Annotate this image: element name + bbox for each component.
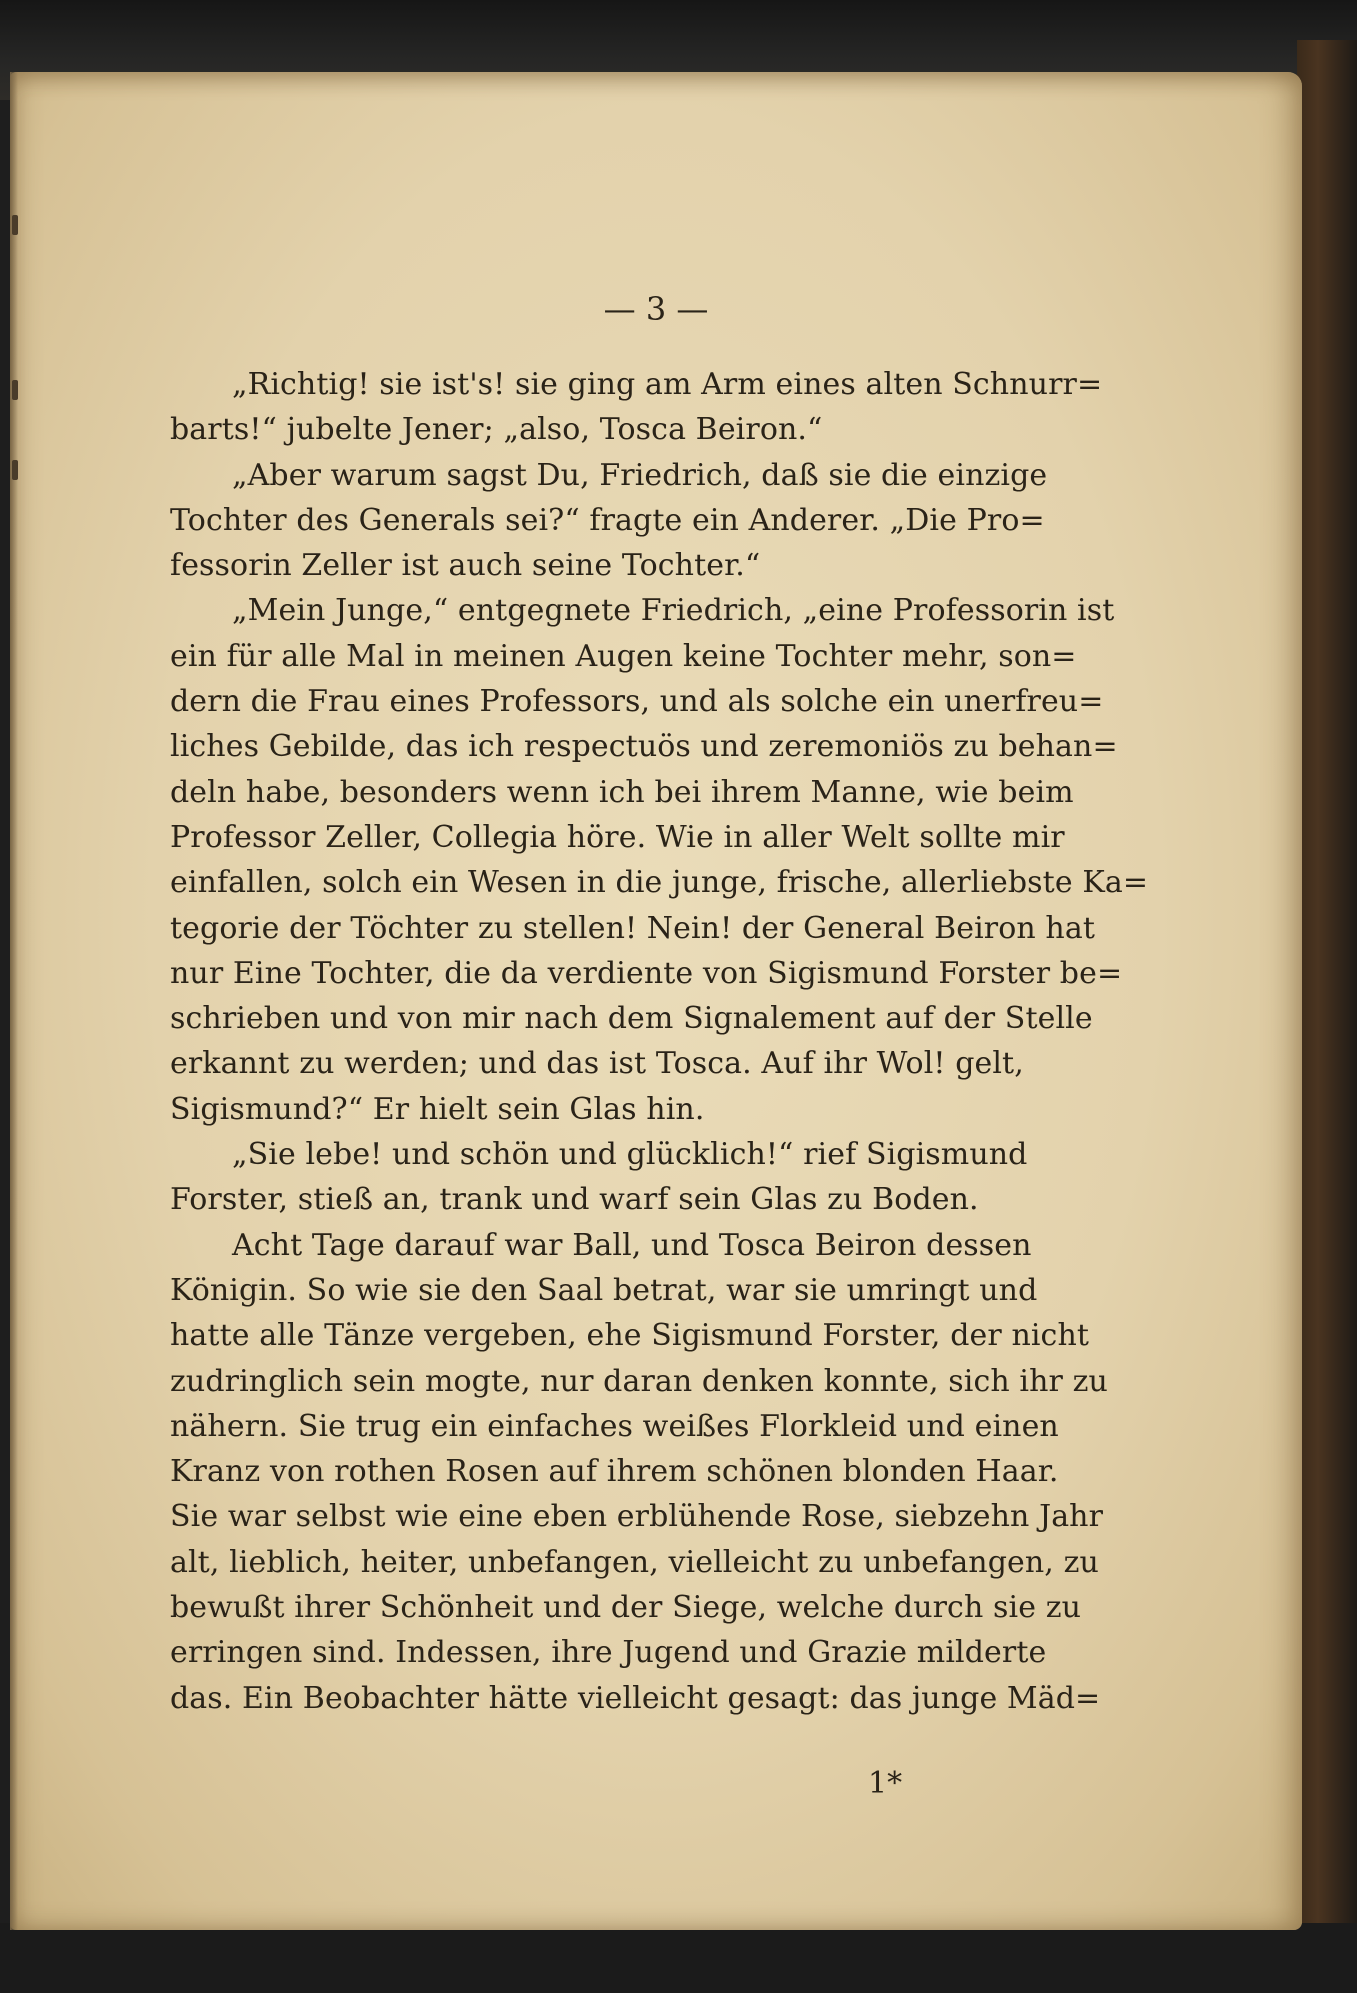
- text-line: Kranz von rothen Rosen auf ihrem schönen blonden Haar.: [170, 1454, 1059, 1490]
- text-line: einfallen, solch ein Wesen in die junge, frische, allerliebste Ka=: [170, 865, 1149, 901]
- text-line: Sie war selbst wie eine eben erblühende Rose, siebzehn Jahr: [170, 1499, 1104, 1535]
- edge-mark: [12, 460, 18, 480]
- text-line: dern die Frau eines Professors, und als solche ein unerfreu=: [170, 684, 1104, 720]
- text-line: „Mein Junge,“ entgegnete Friedrich, „eine Professorin ist: [232, 593, 1115, 629]
- book-page: [10, 72, 1302, 1930]
- edge-mark: [12, 380, 18, 400]
- text-line: liches Gebilde, das ich respectuös und zeremoniös zu behan=: [170, 729, 1118, 765]
- book-cover-edge: [1297, 40, 1357, 1993]
- text-line: Acht Tage darauf war Ball, und Tosca Beiron dessen: [232, 1227, 1032, 1263]
- text-line: „Aber warum sagst Du, Friedrich, daß sie die einzige: [232, 457, 1048, 493]
- text-line: Königin. So wie sie den Saal betrat, war sie umringt und: [170, 1272, 1038, 1308]
- text-line: hatte alle Tänze vergeben, ehe Sigismund Forster, der nicht: [170, 1318, 1090, 1354]
- text-line: fessorin Zeller ist auch seine Tochter.“: [170, 548, 761, 584]
- text-line: das. Ein Beobachter hätte vielleicht gesagt: das junge Mäd=: [170, 1680, 1101, 1716]
- text-line: „Richtig! sie ist's! sie ging am Arm eines alten Schnurr=: [232, 367, 1103, 402]
- sheet-signature: 1*: [868, 1766, 903, 1801]
- text-line: Professor Zeller, Collegia höre. Wie in aller Welt sollte mir: [170, 819, 1065, 855]
- text-line: nur Eine Tochter, die da verdiente von Sigismund Forster be=: [170, 955, 1123, 991]
- text-line: bewußt ihrer Schönheit und der Siege, welche durch sie zu: [170, 1590, 1082, 1626]
- page-number: — 3 —: [603, 290, 709, 328]
- text-line: „Sie lebe! und schön und glücklich!“ rief Sigismund: [232, 1137, 1028, 1173]
- text-line: alt, lieblich, heiter, unbefangen, vielleicht zu unbefangen, zu: [170, 1544, 1099, 1580]
- text-line: nähern. Sie trug ein einfaches weißes Florkleid und einen: [170, 1408, 1059, 1444]
- text-line: tegorie der Töchter zu stellen! Nein! der General Beiron hat: [170, 910, 1095, 946]
- text-line: barts!“ jubelte Jener; „also, Tosca Beiron.“: [170, 412, 823, 448]
- book-binding-bottom: [0, 1923, 1357, 1993]
- text-line: Tochter des Generals sei?“ fragte ein Anderer. „Die Pro=: [170, 502, 1045, 538]
- text-line: schrieben und von mir nach dem Signalement auf der Stelle: [170, 1001, 1093, 1037]
- body-text: [170, 362, 1149, 1721]
- text-line: zudringlich sein mogte, nur daran denken konnte, sich ihr zu: [170, 1363, 1108, 1399]
- text-line: deln habe, besonders wenn ich bei ihrem Manne, wie beim: [170, 774, 1074, 810]
- text-line: erkannt zu werden; und das ist Tosca. Auf ihr Wol! gelt,: [170, 1046, 1024, 1082]
- text-line: Sigismund?“ Er hielt sein Glas hin.: [170, 1091, 705, 1127]
- text-line: Forster, stieß an, trank und warf sein Glas zu Boden.: [170, 1182, 979, 1218]
- text-line: ein für alle Mal in meinen Augen keine Tochter mehr, son=: [170, 638, 1077, 674]
- page-gutter-shadow: [10, 72, 18, 1930]
- edge-mark: [12, 215, 18, 235]
- text-line: erringen sind. Indessen, ihre Jugend und Grazie milderte: [170, 1635, 1047, 1671]
